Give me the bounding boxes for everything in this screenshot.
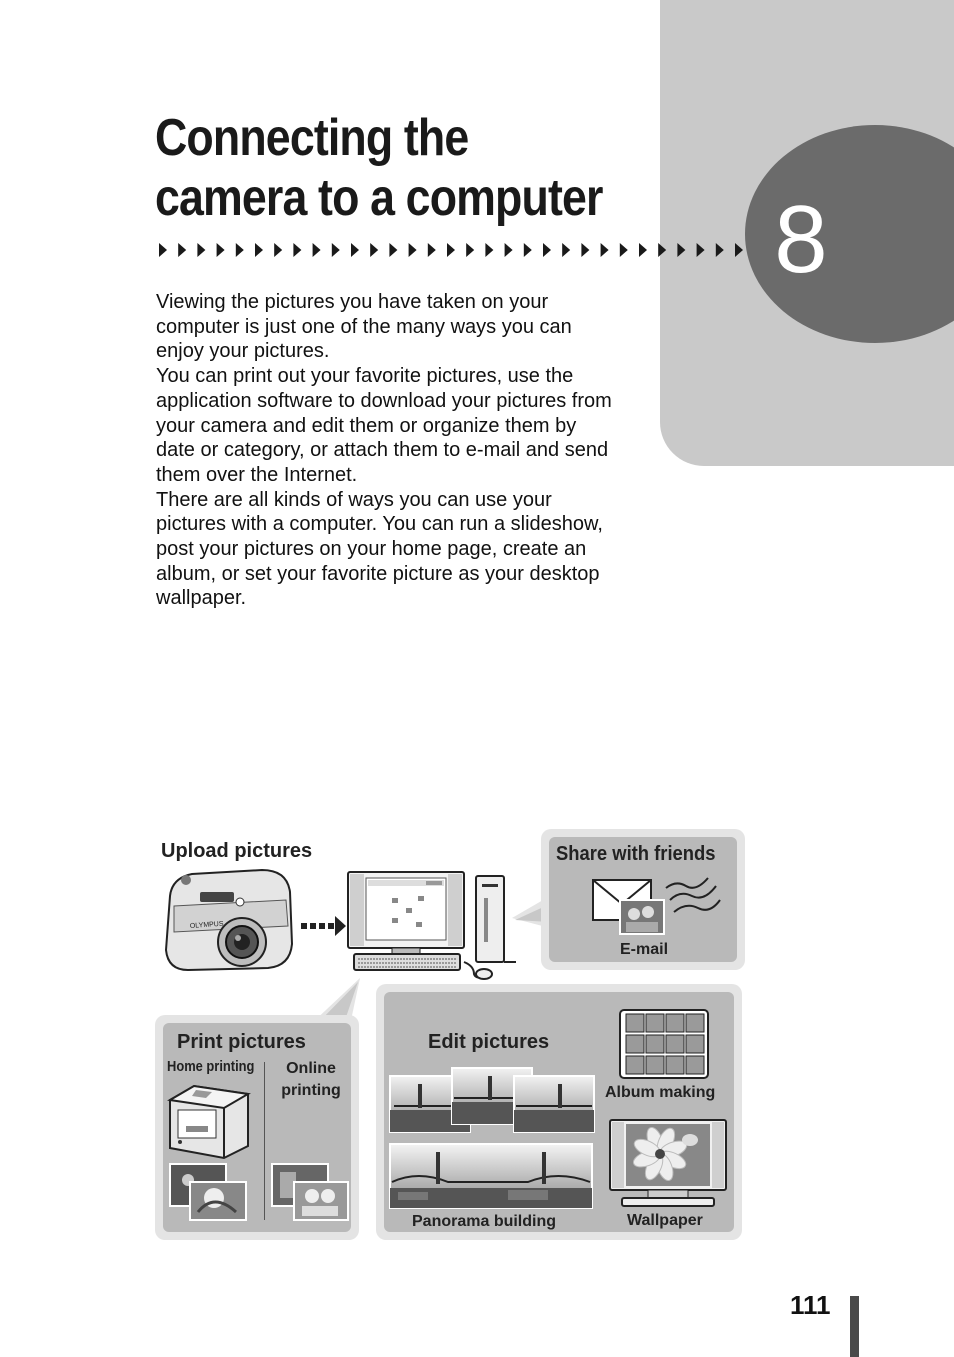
arrow-bullet-icon bbox=[524, 243, 532, 257]
arrow-bullet-icon bbox=[677, 243, 685, 257]
online-print-photos-icon bbox=[270, 1162, 352, 1224]
arrow-bullet-icon bbox=[217, 243, 225, 257]
page-number: 111 bbox=[790, 1290, 831, 1320]
album-thumbnail bbox=[626, 1056, 644, 1074]
home-print-photos-icon bbox=[168, 1162, 250, 1224]
arrow-bullet-icon bbox=[697, 243, 705, 257]
arrow-bullet-icon bbox=[485, 243, 493, 257]
album-thumbnail bbox=[626, 1014, 644, 1032]
arrow-bullet-icon bbox=[601, 243, 609, 257]
edit-pictures-label: Edit pictures bbox=[428, 1031, 550, 1053]
wallpaper-monitor-icon bbox=[608, 1118, 728, 1210]
arrow-bullet-icon bbox=[735, 243, 743, 257]
panorama-building-label: Panorama building bbox=[412, 1213, 557, 1230]
title-line-2: camera to a computer bbox=[155, 169, 603, 227]
arrow-bullet-icon bbox=[293, 243, 301, 257]
arrow-bullet-icon bbox=[466, 243, 474, 257]
intro-paragraph: You can print out your favorite pictures, use the application software to download your pictures from your camera and edit them or organize them by date or category, or attach them to e-mail and send them over the Internet. bbox=[156, 365, 612, 486]
title-line-1: Connecting the bbox=[155, 109, 469, 167]
arrow-bullet-icon bbox=[274, 243, 282, 257]
arrow-bullet-icon bbox=[658, 243, 666, 257]
arrow-divider bbox=[157, 240, 747, 260]
page-edge-bar bbox=[850, 1296, 859, 1357]
intro-paragraph: There are all kinds of ways you can use your pictures with a computer. You can run a slideshow, post your pictures on your home page, create an album, or set your favorite picture as your desktop wallpaper. bbox=[156, 488, 603, 610]
intro-paragraph: Viewing the pictures you have taken on your computer is just one of the many ways you can enjoy your pictures. bbox=[156, 291, 572, 363]
computer-icon bbox=[346, 870, 518, 982]
album-thumbnail bbox=[626, 1035, 644, 1053]
online-printing-label bbox=[279, 1058, 343, 1102]
arrow-bullet-icon bbox=[620, 243, 628, 257]
arrow-bullet-icon bbox=[428, 243, 436, 257]
upload-pictures-label: Upload pictures bbox=[161, 840, 313, 862]
arrow-bullet-icon bbox=[409, 243, 417, 257]
wallpaper-label: Wallpaper bbox=[627, 1212, 703, 1229]
arrow-bullet-icon bbox=[505, 243, 513, 257]
arrow-bullet-icon bbox=[351, 243, 359, 257]
envelope-icon bbox=[590, 872, 726, 936]
camera-brand: OLYMPUS bbox=[189, 920, 224, 930]
camera-icon bbox=[162, 866, 297, 974]
album-thumbnail bbox=[666, 1014, 684, 1032]
arrow-bullet-icon bbox=[159, 243, 167, 257]
album-thumbnail bbox=[646, 1056, 664, 1074]
arrow-bullet-icon bbox=[178, 243, 186, 257]
arrow-bullet-icon bbox=[447, 243, 455, 257]
print-pictures-label: Print pictures bbox=[177, 1031, 306, 1053]
arrow-bullet-icon bbox=[543, 243, 551, 257]
album-thumbnail bbox=[666, 1056, 684, 1074]
arrow-bullet-icon bbox=[639, 243, 647, 257]
panorama-photo-icon bbox=[388, 1142, 594, 1210]
online-printing-line-2: printing bbox=[281, 1082, 341, 1099]
intro-text bbox=[156, 290, 616, 611]
page-title bbox=[155, 108, 603, 228]
bridge-photos-icon bbox=[388, 1066, 598, 1136]
arrow-bullet-icon bbox=[562, 243, 570, 257]
album-thumbnail bbox=[646, 1014, 664, 1032]
share-with-friends-label: Share with friends bbox=[556, 843, 716, 865]
arrow-bullet-icon bbox=[313, 243, 321, 257]
album-thumbnail bbox=[686, 1056, 704, 1074]
arrow-bullet-icon bbox=[197, 243, 205, 257]
arrow-bullet-icon bbox=[255, 243, 263, 257]
arrow-bullet-icon bbox=[332, 243, 340, 257]
arrow-bullet-icon bbox=[581, 243, 589, 257]
arrow-bullet-icon bbox=[389, 243, 397, 257]
transfer-arrow-icon bbox=[300, 914, 348, 938]
album-thumbnail bbox=[646, 1035, 664, 1053]
arrow-bullet-icon bbox=[236, 243, 244, 257]
arrow-bullet-icon bbox=[716, 243, 724, 257]
arrow-bullet-icon bbox=[370, 243, 378, 257]
album-making-label: Album making bbox=[605, 1084, 716, 1101]
album-grid-icon bbox=[618, 1008, 710, 1080]
home-printing-label: Home printing bbox=[167, 1058, 255, 1075]
album-thumbnail bbox=[666, 1035, 684, 1053]
album-thumbnail bbox=[686, 1014, 704, 1032]
album-thumbnail bbox=[686, 1035, 704, 1053]
online-printing-line-1: Online bbox=[286, 1060, 336, 1077]
printer-icon bbox=[166, 1082, 252, 1160]
email-label: E-mail bbox=[620, 941, 669, 958]
print-divider bbox=[264, 1062, 265, 1220]
chapter-number: 8 bbox=[774, 186, 828, 293]
